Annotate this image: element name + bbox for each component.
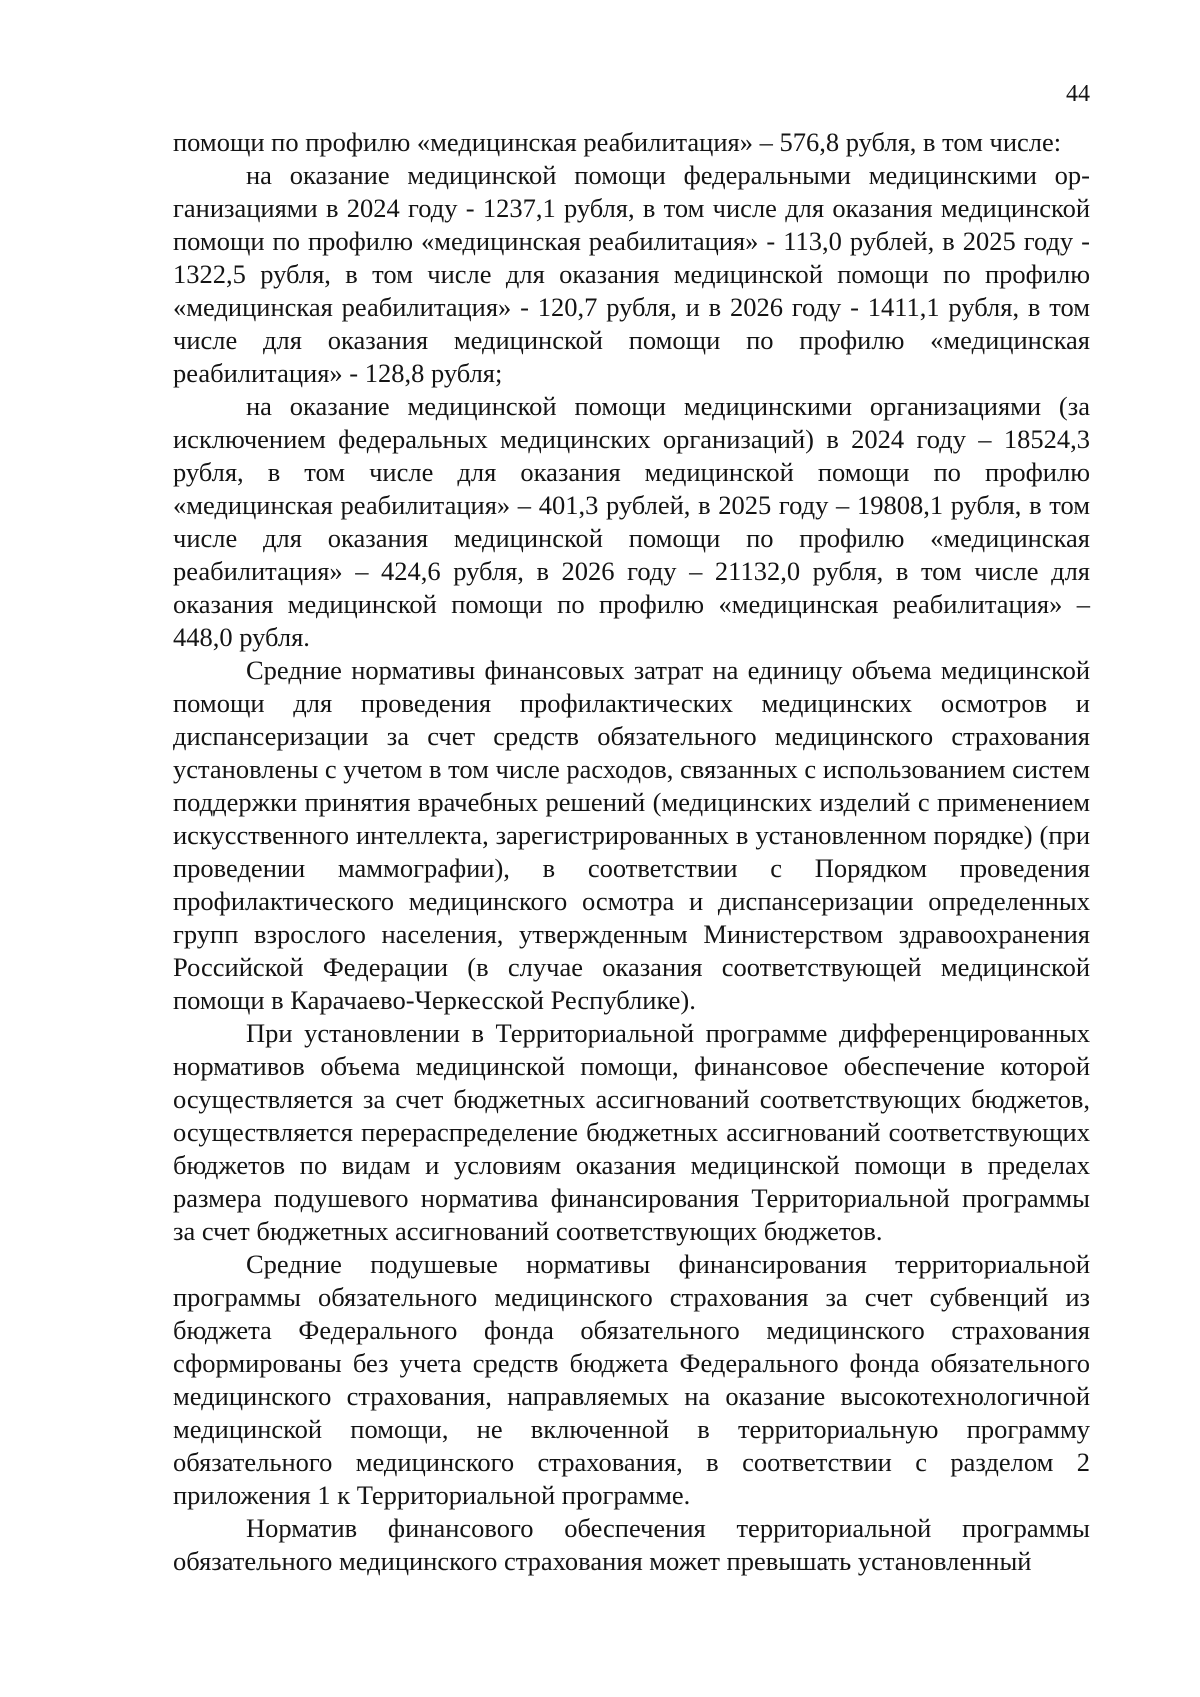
- paragraph: Норматив финансового обеспечения территориальной программы обязательного медицинского страхования может превышать установленный: [173, 1513, 1090, 1576]
- document-body: [173, 126, 1090, 1578]
- paragraph: на оказание медицинской помощи федеральными медицинскими организациями в 2024 году - 1237,1 рубля, в том числе для оказания медицинской помощи по профилю «медицинская реабилитация» - 113,0 рублей, в 2025 году - 1322,5 рубля, в том числе для оказания медицинской помощи по профилю «медицинская реабилитация» - 120,7 рубля, и в 2026 году - 1411,1 рубля, в том числе для оказания медицинской помощи по профилю «медицинская реабилитация» - 128,8 рубля;: [173, 160, 1090, 388]
- paragraph: на оказание медицинской помощи медицинскими организациями (за исключением федеральных медицинских организаций) в 2024 году – 18524,3 рубля, в том числе для оказания медицинской помощи по профилю «медицинская реабилитация» – 401,3 рублей, в 2025 году – 19808,1 рубля, в том числе для оказания медицинской помощи по профилю «медицинская реабилитация» – 424,6 рубля, в 2026 году – 21132,0 рубля, в том числе для оказания медицинской помощи по профилю «медицинская реабилитация» – 448,0 рубля.: [173, 391, 1090, 652]
- page-number: 44: [1066, 81, 1090, 107]
- paragraph: Средние подушевые нормативы финансирования территориальной программы обязательного медицинского страхования за счет субвенций из бюджета Федерального фонда обязательного медицинского страхования сформированы без учета средств бюджета Федерального фонда обязательного медицинского страхования, направляемых на оказание высокотехнологичной медицинской помощи, не включенной в территориальную программу обязательного медицинского страхования, в соответствии с разделом 2 приложения 1 к Территориальной программе.: [173, 1249, 1090, 1510]
- paragraph: Средние нормативы финансовых затрат на единицу объема медицинской помощи для проведения профилактических медицинских осмотров и диспансеризации за счет средств обязательного медицинского страхования установлены с учетом в том числе расходов, связанных с использованием систем поддержки принятия врачебных решений (медицинских изделий с применением искусственного интеллекта, зарегистрированных в установленном порядке) (при проведении маммографии), в соответствии с Порядком проведения профилактического медицинского осмотра и диспансеризации определенных групп взрослого населения, утвержденным Министерством здравоохранения Российской Федерации (в случае оказания соответствующей медицинской помощи в Карачаево-Черкесской Республике).: [173, 655, 1090, 1015]
- paragraph: помощи по профилю «медицинская реабилитация» – 576,8 рубля, в том числе:: [173, 127, 1062, 157]
- paragraph: При установлении в Территориальной программе дифференцированных нормативов объема медицинской помощи, финансовое обеспечение которой осуществляется за счет бюджетных ассигнований соответствующих бюджетов, осуществляется перераспределение бюджетных ассигнований соответствующих бюджетов по видам и условиям оказания медицинской помощи в пределах размера подушевого норматива финансирования Территориальной программы за счет бюджетных ассигнований соответствующих бюджетов.: [173, 1018, 1090, 1246]
